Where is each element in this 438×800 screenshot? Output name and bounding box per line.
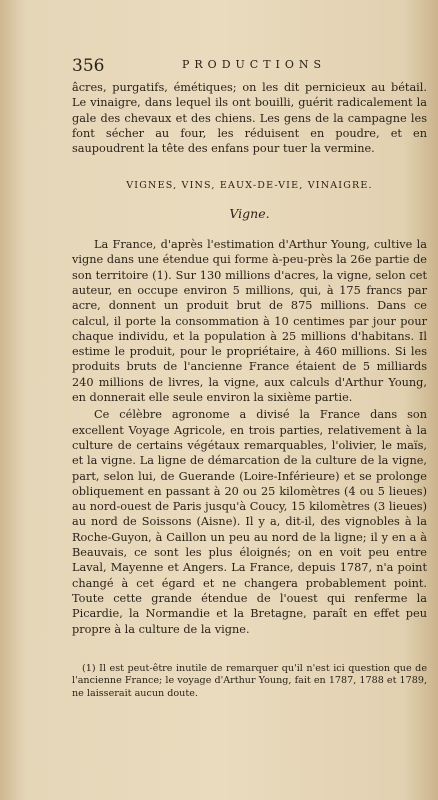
page-header <box>62 56 428 78</box>
body-text <box>72 80 427 700</box>
paragraph-2: Ce célèbre agronome a divisé la France dans son excellent Voyage Agricole, en trois parties, relativement à la culture de certains végétaux remarquables, l'olivier, le maïs, et la vigne. La ligne de démarcation de la culture de la vigne, part, selon lui, de Guerande (Loire-Inférieure) et se prolonge obliquement en passant à 20 ou 25 kilomètres (4 ou 5 lieues) au nord-ouest de Paris jusqu'à Coucy, 15 kilomètres (3 lieues) au nord de Soissons (Aisne). Il y a, dit-il, des vignobles à la Roche-Guyon, à Caillon un peu au nord de la ligne; il y en a à Beauvais, ce sont les plus éloignés; on en voit peu entre Laval, Mayenne et Angers. La France, depuis 1787, n'a point changé à cet égard et ne changera probablement point. Toute cette grande étendue de l'ouest qui renferme la Picardie, la Normandie et la Bretagne, paraît en effet peu propre à la culture de la vigne. <box>72 408 427 636</box>
running-head: PRODUCTIONS <box>182 58 327 71</box>
continuation-paragraph: âcres, purgatifs, émétiques; on les dit pernicieux au bétail. Le vinaigre, dans lequel ils ont bouilli, guérit radicalement la gale des chevaux et des chiens. Les gens de la campagne les font sécher au four, les réduisent en poudre, et en saupoudrent la tête des enfans pour tuer la vermine. <box>72 81 427 156</box>
paragraph-1: La France, d'après l'estimation d'Arthur Young, cultive la vigne dans une étendue qui forme à-peu-près la 26e partie de son territoire (1). Sur 130 millions d'acres, la vigne, selon cet auteur, en occupe environ 5 millions, qui, à 175 francs par acre, donnent un produit brut de 875 millions. Dans ce calcul, il porte la consommation à 10 centimes par jour pour chaque individu, et la population à 25 millions d'habitans. Il estime le produit, pour le propriétaire, à 460 millions. Si les produits bruts de l'ancienne France étaient de 5 milliards 240 millions de livres, la vigne, aux calculs d'Arthur Young, en donnerait elle seule environ la sixième partie. <box>72 238 427 405</box>
footnote <box>72 663 427 701</box>
page-number: 356 <box>72 56 105 76</box>
subsection-title: Vigne. <box>229 205 270 221</box>
section-title: VIGNES, VINS, EAUX-DE-VIE, VINAIGRE. <box>126 180 373 192</box>
footnote-text: (1) Il est peut-être inutile de remarquer qu'il n'est ici question que de l'ancienne France; le voyage d'Arthur Young, fait en 1787, 1788 et 1789, ne laisserait aucun doute. <box>72 662 427 699</box>
